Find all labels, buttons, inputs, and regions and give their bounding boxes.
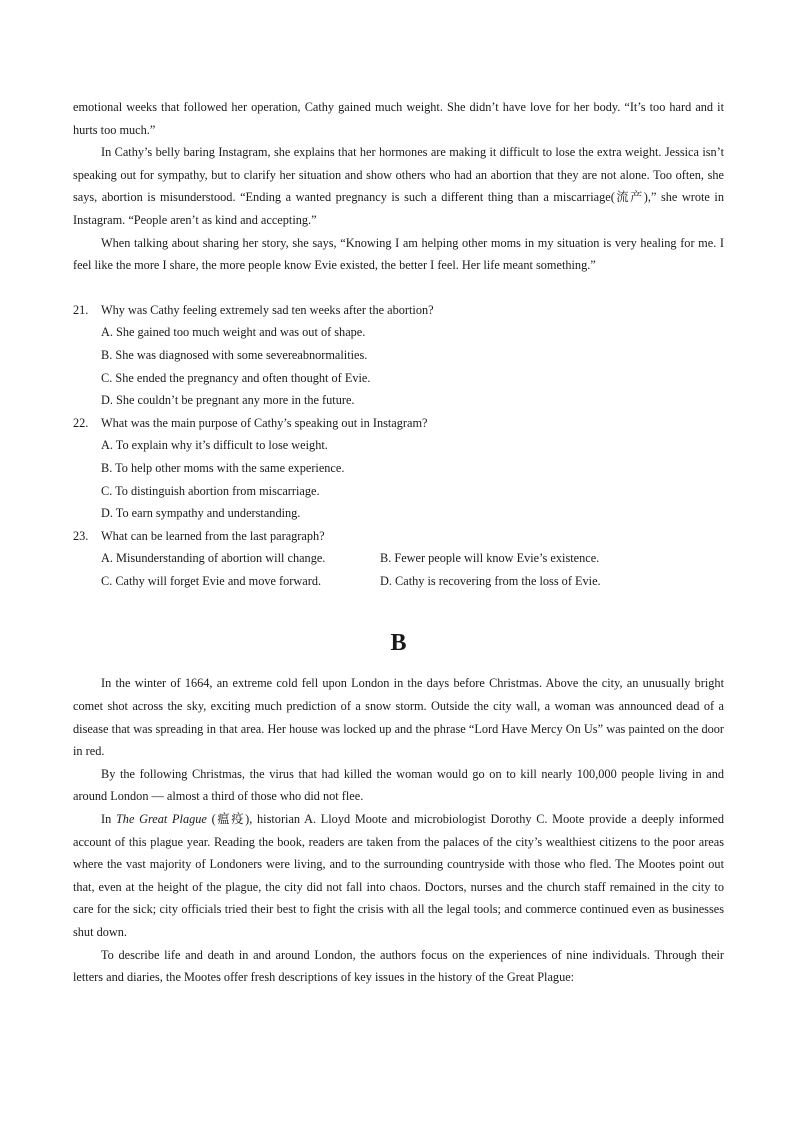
option-21-c: C. She ended the pregnancy and often thought of Evie. xyxy=(101,370,371,385)
passage-b-paragraph-3 xyxy=(73,808,724,944)
question-number: 23. xyxy=(73,528,89,543)
option-21-b: B. She was diagnosed with some severeabnormalities. xyxy=(101,347,368,362)
option-22-b: B. To help other moms with the same experience. xyxy=(101,460,345,475)
passage-a-paragraph-3: When talking about sharing her story, she says, “Knowing I am helping other moms in my situation is very healing for me. I feel like the more I share, the more people know Evie existed, the better I feel. Her life meant something.” xyxy=(73,235,724,273)
question-number: 22. xyxy=(73,415,89,430)
option-row-23-ab xyxy=(73,547,724,570)
option-23-d: D. Cathy is recovering from the loss of Evie. xyxy=(380,573,601,588)
paragraph-prefix: In xyxy=(101,812,116,827)
passage-b-paragraph-1: In the winter of 1664, an extreme cold fell upon London in the days before Christmas. Above the city, an unusually bright comet shot across the sky, exciting much prediction of a snow storm. Outside the city wall, a woman was announced dead of a disease that was spreading in that area. Her house was locked up and the phrase “Lord Have Mercy On Us” was painted on the door in red. xyxy=(73,676,724,759)
document-page xyxy=(73,96,724,989)
passage-a-paragraph-1: emotional weeks that followed her operation, Cathy gained much weight. She didn’t have love for her body. “It’s too hard and it hurts too much.” xyxy=(73,100,724,137)
question-21 xyxy=(73,299,724,322)
paragraph-body: (瘟疫), historian A. Lloyd Moote and microbiologist Dorothy C. Moote provide a deeply informed account of this plague year. Reading the book, readers are taken from the palaces of the city’s wealthiest citizens to the poor areas where the vast majority of Londoners were living, and to the surrounding countryside with those who fled. The Mootes point out that, even at the height of the plague, the city did not fall into chaos. Doctors, nurses and the church staff remained in the city to care for the sick; city officials tried their best to fight the crisis with all the legal tools; and commerce continued even as businesses shut down. xyxy=(73,812,724,939)
option-21-d: D. She couldn’t be pregnant any more in the future. xyxy=(101,393,355,408)
option-23-b: B. Fewer people will know Evie’s existence. xyxy=(380,551,600,566)
option-row-23-cd xyxy=(73,570,724,593)
option-23-c: C. Cathy will forget Evie and move forward. xyxy=(101,573,322,588)
passage-b-paragraph-2: By the following Christmas, the virus that had killed the woman would go on to kill nearly 100,000 people living in and around London — almost a third of those who did not flee. xyxy=(73,766,724,804)
passage-a-paragraph-2: In Cathy’s belly baring Instagram, she explains that her hormones are making it difficult to lose the extra weight. Jessica isn’t speaking out for sympathy, but to clarify her situation and show others who had an abortion that they are not alone. Too often, she says, abortion is misunderstood. “Ending a wanted pregnancy is such a different thing than a miscarriage(流产),” she wrote in Instagram. “People aren’t as kind and accepting.” xyxy=(73,145,724,227)
question-stem: What was the main purpose of Cathy’s speaking out in Instagram? xyxy=(101,415,428,430)
question-22 xyxy=(73,412,724,435)
question-stem: What can be learned from the last paragraph? xyxy=(101,528,325,543)
section-b-title: B xyxy=(390,630,407,657)
book-title: The Great Plague xyxy=(115,812,207,827)
passage-b-paragraph-4: To describe life and death in and around London, the authors focus on the experiences of nine individuals. Through their letters and diaries, the Mootes offer fresh descriptions of key issues in the history of the Great Plague: xyxy=(73,947,724,985)
question-stem: Why was Cathy feeling extremely sad ten weeks after the abortion? xyxy=(101,302,434,317)
option-21-a: A. She gained too much weight and was out of shape. xyxy=(101,325,366,340)
option-22-d: D. To earn sympathy and understanding. xyxy=(101,506,301,521)
option-22-c: C. To distinguish abortion from miscarriage. xyxy=(101,483,320,498)
question-number: 21. xyxy=(73,302,89,317)
option-22-a: A. To explain why it’s difficult to lose weight. xyxy=(101,438,328,453)
option-23-a: A. Misunderstanding of abortion will change. xyxy=(101,551,326,566)
question-23 xyxy=(73,525,724,548)
